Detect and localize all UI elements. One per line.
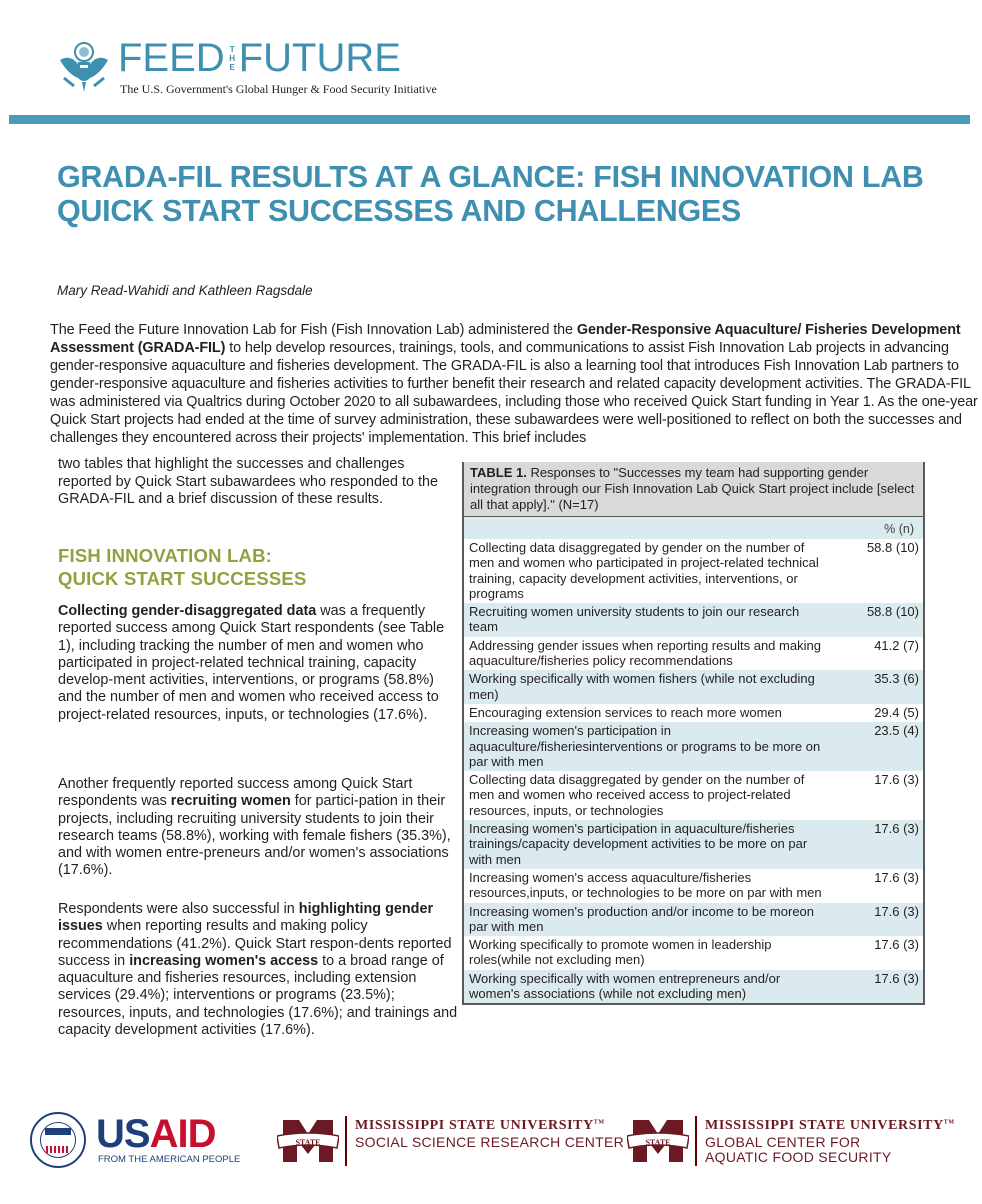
table-row-value: 23.5 (4): [874, 723, 919, 739]
wordmark-feed: FEED: [118, 36, 225, 80]
msu-name: [705, 1118, 955, 1134]
p1-text: was a frequently reported success among Quick Start respondents (see Table 1), including tracking the number of men and women who participated in project-related technical training, capacity develop-ment activities, interventions, or programs (58.8%) and the number of men and women who received access to project-related resources, inputs, or technologies (17.6%).: [58, 603, 445, 723]
header-divider-bar: [9, 115, 970, 124]
table-row-value: 17.6 (3): [874, 869, 919, 885]
p2-bold: recruiting women: [170, 793, 291, 810]
great-seal-icon: [56, 38, 112, 94]
table-row-label: Collecting data disaggregated by gender on the number of men and women who participated in project-related technical training, capacity development activities, interventions, or programs: [469, 540, 819, 601]
p3-bold1: highlighting gender issues: [58, 901, 434, 935]
table-body: [464, 539, 923, 1003]
msu-tm: TM: [943, 1119, 955, 1126]
table-column-header: % (n): [884, 522, 914, 536]
table-row-value: 17.6 (3): [874, 772, 919, 788]
p3-bold2: increasing women's access: [129, 952, 319, 969]
svg-text:STATE: STATE: [645, 1138, 671, 1147]
section-heading-line1: FISH INNOVATION LAB:: [58, 545, 272, 566]
feed-the-future-wordmark: [118, 38, 401, 78]
table-label: TABLE 1.: [470, 465, 527, 480]
p2-text1: Another frequently reported success among Quick Start respondents was: [58, 776, 413, 810]
page-title: GRADA-FIL RESULTS AT A GLANCE: FISH INNOVATION LAB QUICK START SUCCESSES AND CHALLENGES: [57, 160, 924, 228]
usaid-wordmark: [96, 1114, 215, 1154]
table-row-value: 58.8 (10): [866, 540, 919, 555]
paragraph-gender-issues: [58, 901, 458, 1039]
table-row-value: 17.6 (3): [874, 937, 919, 953]
table-row-value: 17.6 (3): [874, 821, 919, 837]
table-row-value: 58.8 (10): [866, 604, 919, 620]
table-row: [464, 670, 923, 704]
msu-gcafs-logo: [627, 1116, 967, 1168]
table-row: [464, 637, 923, 671]
table-row-label: Working specifically to promote women in leadership roles(while not excluding men): [469, 937, 772, 968]
intro-text: The Feed the Future Innovation Lab for Fish (Fish Innovation Lab) administered the: [50, 322, 577, 338]
usaid-tagline: FROM THE AMERICAN PEOPLE: [98, 1154, 241, 1165]
intro-paragraph-continued: two tables that highlight the successes and challenges reported by Quick Start subawardees who responded to the GRADA-FIL and a brief discussion of these results.: [58, 456, 438, 508]
msu-name: [355, 1118, 605, 1134]
table-row: [464, 603, 923, 637]
table-row-label: Increasing women's participation in aquaculture/fisheriesinterventions or programs to be more on par with men: [469, 723, 821, 769]
table-row-value: 29.4 (5): [874, 704, 919, 720]
table-row-label: Working specifically with women entrepreneurs and/or women's associations (while not excluding men): [469, 970, 781, 1002]
msu-state-m-icon: [277, 1118, 339, 1164]
intro-text-cont: to help develop resources, trainings, tools, and communications to assist Fish Innovation Lab projects in advancing gender-responsive aquaculture and fisheries development. The GRADA-FIL is also a learning tool that introduces Fish Innovation Lab partners to gender-responsive aquaculture and fisheries activities to further benefit their research and related capacity development activities. The GRADA-FIL was administered via Qualtrics during October 2020 to all subawardees, including those who received Quick Start funding in Year 1. As the one-year Quick Start projects had ended at the time of survey administration, these subawardees were well-positioned to reflect on both the successes and challenges they encountered across their projects' implementation. This brief includes: [50, 340, 978, 446]
msu-ssrc-logo: [277, 1116, 625, 1168]
table-row-value: 41.2 (7): [874, 637, 919, 653]
authors: Mary Read-Wahidi and Kathleen Ragsdale: [57, 283, 313, 298]
msu-gcafs-line1: GLOBAL CENTER FOR: [705, 1134, 861, 1150]
p3-text1: Respondents were also successful in: [58, 901, 299, 917]
table-header-row: [464, 517, 923, 539]
table-row-label: Increasing women's access aquaculture/fisheries resources,inputs, or technologies to be more on par with men: [469, 869, 822, 901]
intro-bold-term: Gender-Responsive Aquaculture/ Fisheries Development Assessment (GRADA-FIL): [50, 322, 961, 356]
msu-name-text: MISSISSIPPI STATE UNIVERSITY: [355, 1118, 594, 1133]
msu-name-text: MISSISSIPPI STATE UNIVERSITY: [705, 1118, 944, 1133]
table-1: [462, 462, 925, 1005]
table-row: [464, 704, 923, 722]
section-heading-successes: [58, 544, 307, 590]
wordmark-future: FUTURE: [238, 36, 401, 80]
table-row: [464, 903, 923, 937]
svg-text:STATE: STATE: [295, 1138, 321, 1147]
msu-ssrc-subtitle: SOCIAL SCIENCE RESEARCH CENTER: [355, 1134, 625, 1150]
wordmark-the: [228, 45, 236, 72]
usaid-us: US: [96, 1112, 150, 1156]
table-row-label: Working specifically with women fishers (while not excluding men): [469, 671, 815, 702]
wordmark-the-text: THE: [227, 44, 237, 72]
section-heading-line2: QUICK START SUCCESSES: [58, 568, 307, 589]
table-row: [464, 539, 923, 603]
intro-paragraph: [50, 321, 980, 447]
table-row: [464, 936, 923, 970]
table-row: [464, 869, 923, 903]
table-row: [464, 820, 923, 869]
table-row-value: 35.3 (6): [874, 671, 919, 687]
table-caption: [464, 462, 923, 517]
table-row: [464, 771, 923, 820]
table-row-label: Recruiting women university students to join our research team: [469, 604, 800, 635]
p3-text3: to a broad range of aquaculture and fisheries resources, including extension services (29.4%); interventions or programs (23.5%); resources, inputs, and technologies (17.6%); and trainings and capacity development activities (17.6%).: [58, 952, 458, 1039]
paragraph-data-collection: [58, 603, 458, 724]
usaid-seal-icon: [30, 1112, 86, 1168]
logo-tagline: The U.S. Government's Global Hunger & Food Security Initiative: [120, 82, 437, 96]
msu-gcafs-line2: AQUATIC FOOD SECURITY: [705, 1149, 892, 1165]
table-row-label: Increasing women's production and/or income to be moreon par with men: [469, 903, 815, 934]
table-row: [464, 722, 923, 771]
msu-state-m-icon: [627, 1118, 689, 1164]
msu-divider: [695, 1116, 697, 1166]
p3-text2: when reporting results and making policy recommendations (41.2%). Quick Start respon-dents reported success in: [58, 918, 452, 969]
msu-tm: TM: [593, 1119, 605, 1126]
table-row-label: Increasing women's participation in aquaculture/fisheries trainings/capacity development activities to be more on par with men: [469, 821, 808, 867]
msu-gcafs-subtitle: [705, 1135, 892, 1165]
table-caption-text: Responses to "Successes my team had supporting gender integration through our Fish Innovation Lab Quick Start project include [select all that apply]." (N=17): [470, 465, 915, 512]
table-row-value: 17.6 (3): [874, 903, 919, 919]
table-row-label: Collecting data disaggregated by gender on the number of men and women who received access to project-related resources, inputs, or technologies: [469, 772, 805, 818]
usaid-aid: AID: [149, 1112, 216, 1156]
table-row: [464, 970, 923, 1004]
table-row-label: Encouraging extension services to reach more women: [469, 704, 782, 720]
paragraph-recruiting-women: [58, 776, 458, 880]
usaid-logo: [30, 1112, 240, 1168]
table-row-label: Addressing gender issues when reporting results and making aquaculture/fisheries policy recommendations: [469, 637, 821, 669]
feed-the-future-logo: [56, 36, 436, 96]
p2-text2: for partici-pation in their projects, including recruiting university students to join their research teams (58.8%), working with female fishers (35.3%), and with women entre-preneurs and/or women's associations (17.6%).: [58, 793, 451, 879]
msu-divider: [345, 1116, 347, 1166]
table-row-value: 17.6 (3): [874, 970, 919, 986]
p1-bold: Collecting gender-disaggregated data: [58, 603, 317, 619]
